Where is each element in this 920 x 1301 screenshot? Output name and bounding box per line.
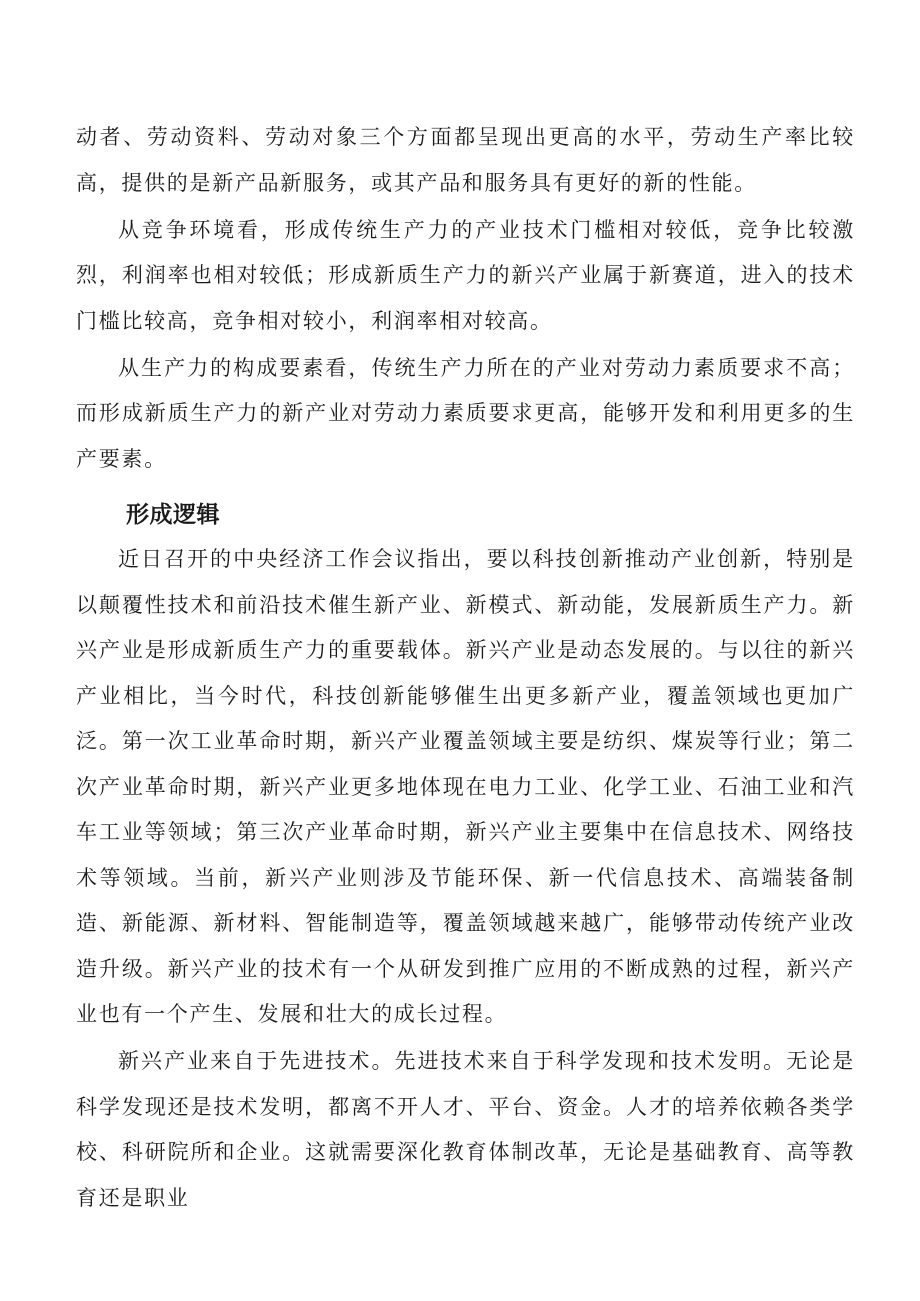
paragraph-competition: 从竞争环境看，形成传统生产力的产业技术门槛相对较低，竞争比较激烈，利润率也相对较低；形成新质生产力的新兴产业属于新赛道，进入的技术门槛比较高，竞争相对较小，利润率相对较高。 — [76, 217, 855, 333]
paragraph-factors: 从生产力的构成要素看，传统生产力所在的产业对劳动力素质要求不高；而形成新质生产力的新产业对劳动力素质要求更高，能够开发和利用更多的生产要素。 — [76, 355, 855, 471]
section-heading: 形成逻辑 — [126, 502, 220, 528]
paragraph-conference: 近日召开的中央经济工作会议指出，要以科技创新推动产业创新，特别是以颠覆性技术和前沿技术催生新产业、新模式、新动能，发展新质生产力。新兴产业是形成新质生产力的重要载体。新兴产业是动态发展的。与以往的新兴产业相比，当今时代，科技创新能够催生出更多新产业，覆盖领域也更加广泛。第一次工业革命时期，新兴产业覆盖领域主要是纺织、煤炭等行业；第二次产业革命时期，新兴产业更多地体现在电力工业、化学工业、石油工业和汽车工业等领域；第三次产业革命时期，新兴产业主要集中在信息技术、网络技术等领域。当前，新兴产业则涉及节能环保、新一代信息技术、高端装备制造、新能源、新材料、智能制造等，覆盖领域越来越广，能够带动传统产业改造升级。新兴产业的技术有一个从研发到推广应用的不断成熟的过程，新兴产业也有一个产生、发展和壮大的成长过程。 — [76, 547, 855, 1026]
document-page — [76, 115, 855, 1221]
paragraph-continued: 动者、劳动资料、劳动对象三个方面都呈现出更高的水平，劳动生产率比较高，提供的是新产品新服务，或其产品和服务具有更好的新的性能。 — [76, 125, 855, 195]
paragraph-technology: 新兴产业来自于先进技术。先进技术来自于科学发现和技术发明。无论是科学发现还是技术发明，都离不开人才、平台、资金。人才的培养依赖各类学校、科研院所和企业。这就需要深化教育体制改革，无论是基础教育、高等教育还是职业 — [76, 1049, 855, 1210]
